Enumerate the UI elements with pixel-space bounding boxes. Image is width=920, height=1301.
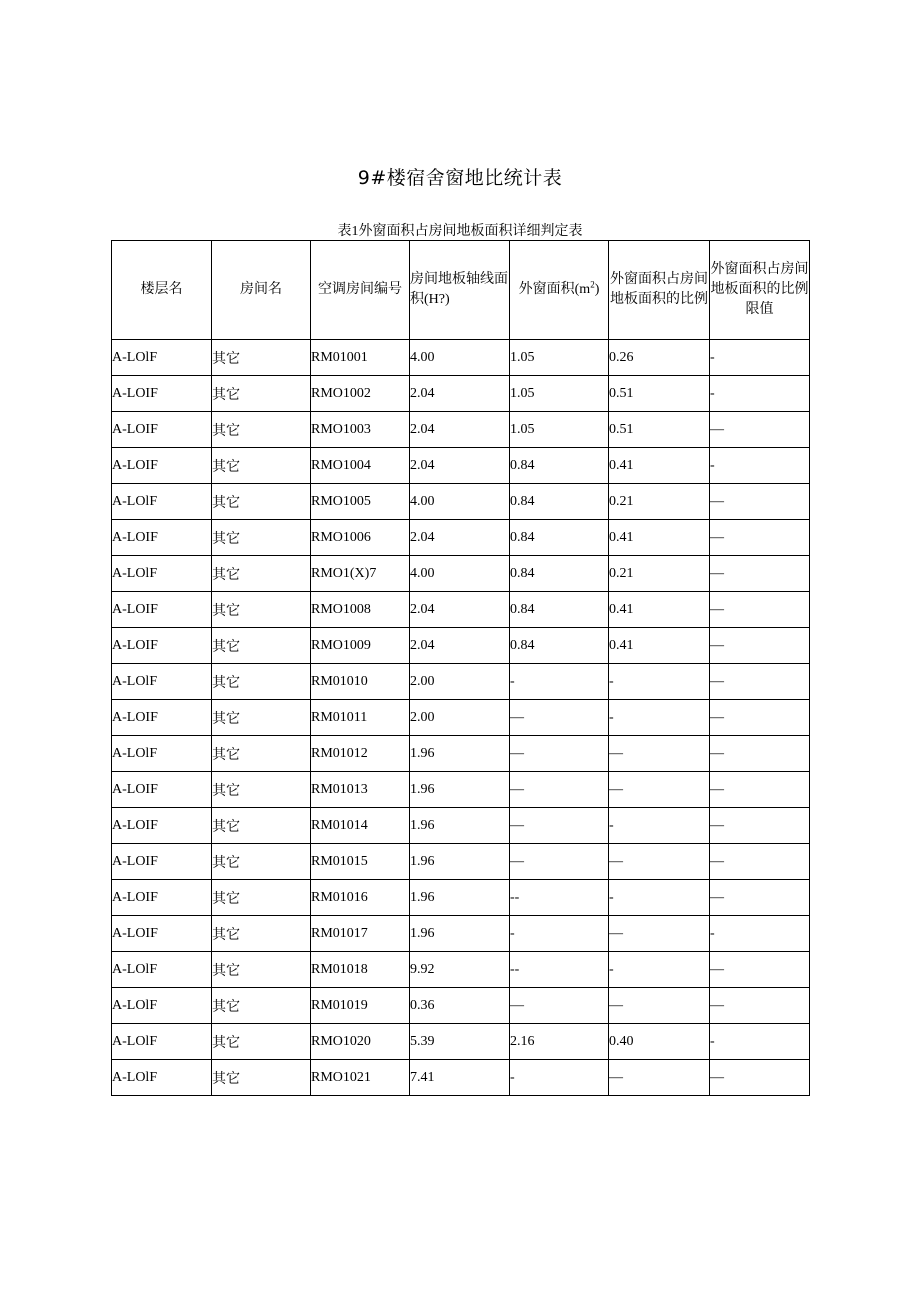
cell-floor-area: 7.41 [410,1060,510,1096]
cell-ratio: 0.41 [609,520,710,556]
cell-window-area: — [510,772,609,808]
cell-window-area: -- [510,880,609,916]
cell-room-id: RMO1009 [311,628,410,664]
table-row [112,664,810,700]
cell-ratio: — [609,772,710,808]
cell-floor-name: A-LOlF [112,1024,212,1060]
cell-floor-area: 2.04 [410,448,510,484]
cell-window-area: — [510,736,609,772]
cell-ratio-limit: - [710,916,810,952]
cell-ratio-limit: - [710,1024,810,1060]
table-row [112,448,810,484]
cell-ratio: - [609,700,710,736]
cell-room-name: 其它 [212,412,311,448]
cell-window-area: — [510,808,609,844]
cell-ratio-limit: — [710,988,810,1024]
table-row [112,628,810,664]
cell-floor-name: A-LOlF [112,484,212,520]
cell-floor-name: A-LOlF [112,736,212,772]
cell-ratio-limit: — [710,664,810,700]
cell-room-name: 其它 [212,808,311,844]
cell-ratio-limit: — [710,700,810,736]
cell-ratio-limit: — [710,412,810,448]
table-row [112,520,810,556]
table-body [112,340,810,1096]
table-row [112,1060,810,1096]
cell-ratio: — [609,988,710,1024]
cell-room-name: 其它 [212,592,311,628]
cell-room-name: 其它 [212,736,311,772]
cell-ratio: 0.41 [609,448,710,484]
table-row [112,736,810,772]
table-header [112,241,810,340]
cell-ratio-limit: — [710,556,810,592]
table-caption: 表1外窗面积占房间地板面积详细判定表 [337,224,583,239]
cell-floor-name: A-LOIF [112,844,212,880]
table-row [112,988,810,1024]
cell-room-id: RMO1008 [311,592,410,628]
table-row [112,808,810,844]
cell-ratio-limit: — [710,520,810,556]
cell-ratio: - [609,664,710,700]
cell-ratio: 0.21 [609,556,710,592]
cell-floor-area: 1.96 [410,736,510,772]
cell-ratio-limit: — [710,952,810,988]
cell-room-name: 其它 [212,772,311,808]
cell-room-id: RMO1(X)7 [311,556,410,592]
cell-window-area: - [510,664,609,700]
cell-room-id: RM01010 [311,664,410,700]
cell-window-area: — [510,988,609,1024]
table-row [112,916,810,952]
cell-floor-area: 1.96 [410,808,510,844]
table-row [112,1024,810,1060]
cell-window-area: - [510,916,609,952]
cell-ratio-limit: — [710,808,810,844]
cell-floor-name: A-LOIF [112,880,212,916]
cell-ratio: 0.41 [609,628,710,664]
cell-ratio: 0.51 [609,412,710,448]
cell-room-name: 其它 [212,376,311,412]
cell-room-id: RMO1002 [311,376,410,412]
cell-room-name: 其它 [212,916,311,952]
cell-window-area: 0.84 [510,592,609,628]
cell-floor-area: 1.96 [410,772,510,808]
cell-window-area: 2.16 [510,1024,609,1060]
cell-floor-name: A-LOlF [112,1060,212,1096]
cell-room-id: RM01013 [311,772,410,808]
cell-room-id: RMO1006 [311,520,410,556]
header-room-id: 空调房间编号 [311,241,410,340]
cell-floor-area: 2.04 [410,412,510,448]
cell-floor-name: A-LOlF [112,664,212,700]
cell-window-area: — [510,844,609,880]
cell-floor-name: A-LOIF [112,376,212,412]
window-floor-ratio-table [111,240,810,1096]
cell-ratio-limit: — [710,772,810,808]
table-row [112,844,810,880]
document-title: 9#楼宿舍窗地比统计表 [357,167,563,189]
cell-ratio: 0.41 [609,592,710,628]
cell-ratio: — [609,1060,710,1096]
cell-ratio: - [609,808,710,844]
cell-ratio: 0.26 [609,340,710,376]
cell-room-name: 其它 [212,1024,311,1060]
cell-floor-area: 1.96 [410,880,510,916]
cell-floor-name: A-LOIF [112,628,212,664]
cell-ratio: — [609,844,710,880]
cell-room-id: RM01001 [311,340,410,376]
cell-ratio: — [609,916,710,952]
cell-floor-area: 2.04 [410,520,510,556]
cell-floor-area: 0.36 [410,988,510,1024]
header-floor-name: 楼层名 [112,241,212,340]
cell-room-name: 其它 [212,520,311,556]
cell-ratio: - [609,952,710,988]
cell-room-name: 其它 [212,340,311,376]
cell-floor-name: A-LOIF [112,448,212,484]
cell-room-id: RMO1005 [311,484,410,520]
table-row [112,484,810,520]
cell-room-id: RM01017 [311,916,410,952]
cell-floor-name: A-LOlF [112,952,212,988]
cell-floor-name: A-LOlF [112,556,212,592]
header-window-area: 外窗面积$(m^2)$ [510,241,609,340]
cell-window-area: -- [510,952,609,988]
cell-window-area: 1.05 [510,412,609,448]
cell-room-id: RM01016 [311,880,410,916]
cell-floor-area: 9.92 [410,952,510,988]
cell-floor-area: 2.04 [410,376,510,412]
cell-room-id: RM01011 [311,700,410,736]
table-row [112,592,810,628]
table-row [112,340,810,376]
cell-ratio-limit: — [710,736,810,772]
cell-room-name: 其它 [212,952,311,988]
header-ratio-limit: 外窗面积占房间地板面积的比例限值 [710,241,810,340]
cell-ratio: 0.21 [609,484,710,520]
cell-floor-name: A-LOIF [112,772,212,808]
cell-floor-name: A-LOlF [112,340,212,376]
cell-floor-name: A-LOIF [112,916,212,952]
cell-window-area: 0.84 [510,448,609,484]
cell-room-name: 其它 [212,628,311,664]
cell-ratio-limit: — [710,844,810,880]
cell-window-area: 1.05 [510,376,609,412]
cell-ratio: — [609,736,710,772]
cell-room-name: 其它 [212,448,311,484]
cell-room-name: 其它 [212,556,311,592]
cell-ratio-limit: — [710,880,810,916]
cell-ratio: 0.40 [609,1024,710,1060]
cell-window-area: 0.84 [510,628,609,664]
cell-room-id: RM01015 [311,844,410,880]
cell-room-name: 其它 [212,484,311,520]
cell-floor-area: 2.00 [410,664,510,700]
cell-floor-name: A-LOlF [112,988,212,1024]
cell-room-name: 其它 [212,988,311,1024]
cell-floor-area: 4.00 [410,484,510,520]
cell-floor-area: 5.39 [410,1024,510,1060]
cell-floor-name: A-LOIF [112,700,212,736]
cell-floor-area: 2.04 [410,628,510,664]
cell-ratio-limit: — [710,592,810,628]
cell-window-area: — [510,700,609,736]
cell-ratio: - [609,880,710,916]
cell-room-id: RMO1004 [311,448,410,484]
cell-floor-area: 2.04 [410,592,510,628]
table-row [112,412,810,448]
cell-room-name: 其它 [212,700,311,736]
cell-window-area: 0.84 [510,484,609,520]
cell-floor-name: A-LOIF [112,592,212,628]
cell-floor-name: A-LOIF [112,520,212,556]
cell-ratio-limit: — [710,484,810,520]
cell-room-id: RMO1020 [311,1024,410,1060]
cell-room-id: RM01014 [311,808,410,844]
table-row [112,556,810,592]
cell-floor-name: A-LOIF [112,808,212,844]
cell-ratio-limit: - [710,340,810,376]
cell-room-id: RM01018 [311,952,410,988]
cell-window-area: 0.84 [510,556,609,592]
cell-window-area: - [510,1060,609,1096]
cell-room-id: RM01012 [311,736,410,772]
cell-window-area: 1.05 [510,340,609,376]
cell-ratio: 0.51 [609,376,710,412]
cell-ratio-limit: — [710,628,810,664]
header-ratio: 外窗面积占房间地板面积的比例 [609,241,710,340]
cell-floor-name: A-LOIF [112,412,212,448]
cell-room-name: 其它 [212,880,311,916]
cell-window-area: 0.84 [510,520,609,556]
table-row [112,376,810,412]
cell-floor-area: 4.00 [410,340,510,376]
table-row [112,880,810,916]
cell-room-id: RMO1003 [311,412,410,448]
table-row [112,772,810,808]
cell-ratio-limit: - [710,448,810,484]
cell-floor-area: 1.96 [410,916,510,952]
cell-room-id: RMO1021 [311,1060,410,1096]
header-row [112,241,810,340]
cell-ratio-limit: — [710,1060,810,1096]
cell-room-name: 其它 [212,844,311,880]
table-row [112,952,810,988]
cell-room-name: 其它 [212,664,311,700]
cell-floor-area: 1.96 [410,844,510,880]
header-floor-area: 房间地板轴线面积(H?) [410,241,510,340]
table-row [112,700,810,736]
cell-ratio-limit: - [710,376,810,412]
cell-floor-area: 2.00 [410,700,510,736]
cell-room-id: RM01019 [311,988,410,1024]
cell-floor-area: 4.00 [410,556,510,592]
header-room-name: 房间名 [212,241,311,340]
cell-room-name: 其它 [212,1060,311,1096]
